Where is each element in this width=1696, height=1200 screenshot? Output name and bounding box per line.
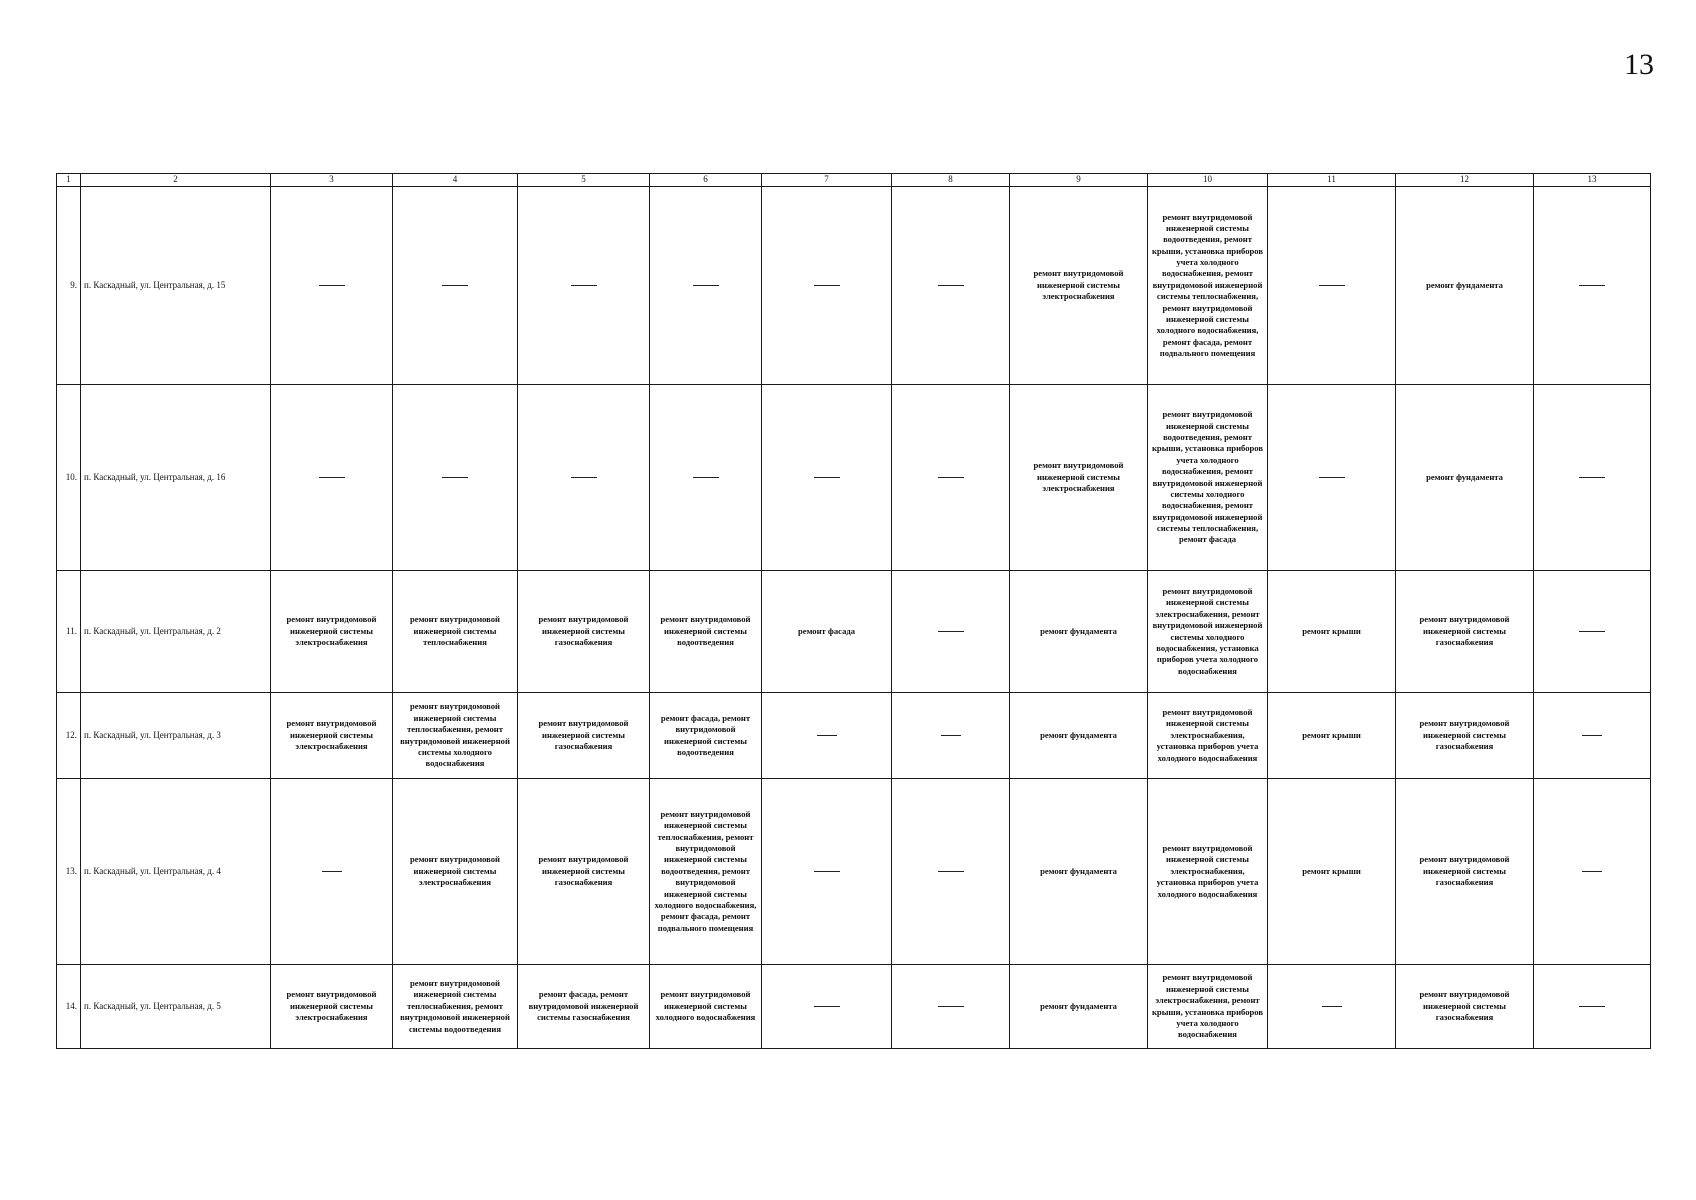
table-row: [57, 965, 1651, 1049]
dash-mark: [814, 285, 840, 286]
row-address: п. Каскадный, ул. Центральная, д. 15: [81, 187, 271, 385]
dash-mark: [1582, 735, 1602, 736]
table-cell: ремонт фасада: [762, 571, 892, 693]
row-address: п. Каскадный, ул. Центральная, д. 4: [81, 779, 271, 965]
table-row: [57, 693, 1651, 779]
dash-mark: [693, 285, 719, 286]
table-cell: ремонт крыши: [1268, 779, 1396, 965]
dash-mark: [571, 285, 597, 286]
table-cell: [1534, 693, 1651, 779]
dash-mark: [938, 871, 964, 872]
column-number: 11: [1268, 174, 1396, 187]
table-cell: ремонт фундамента: [1396, 187, 1534, 385]
dash-mark: [1579, 285, 1605, 286]
table-cell: ремонт внутридомовой инженерной системы водоотведения: [650, 571, 762, 693]
table-cell: ремонт внутридомовой инженерной системы газоснабжения: [1396, 693, 1534, 779]
table-cell: ремонт внутридомовой инженерной системы электроснабжения, ремонт крыши, установка приборов учета холодного водоснабжения: [1148, 965, 1268, 1049]
table-row: [57, 571, 1651, 693]
table-cell: [892, 385, 1010, 571]
column-number: 4: [393, 174, 518, 187]
dash-mark: [571, 477, 597, 478]
dash-mark: [1319, 477, 1345, 478]
dash-mark: [814, 871, 840, 872]
row-number: 12.: [57, 693, 81, 779]
table-cell: [1534, 187, 1651, 385]
table-cell: [518, 385, 650, 571]
row-address: п. Каскадный, ул. Центральная, д. 5: [81, 965, 271, 1049]
table-cell: [393, 385, 518, 571]
table-cell: ремонт внутридомовой инженерной системы электроснабжения, установка приборов учета холодного водоснабжения: [1148, 779, 1268, 965]
table-cell: ремонт крыши: [1268, 571, 1396, 693]
row-number: 9.: [57, 187, 81, 385]
column-number: 12: [1396, 174, 1534, 187]
table-cell: [892, 187, 1010, 385]
dash-mark: [1579, 1006, 1605, 1007]
table-cell: ремонт фундамента: [1010, 779, 1148, 965]
dash-mark: [442, 477, 468, 478]
table-cell: ремонт крыши: [1268, 693, 1396, 779]
table-cell: [1268, 385, 1396, 571]
table-cell: ремонт внутридомовой инженерной системы электроснабжения: [1010, 187, 1148, 385]
row-number: 10.: [57, 385, 81, 571]
column-number: 3: [271, 174, 393, 187]
table-cell: ремонт фундамента: [1010, 571, 1148, 693]
dash-mark: [1582, 871, 1602, 872]
dash-mark: [938, 477, 964, 478]
table-cell: [762, 385, 892, 571]
dash-mark: [1322, 1006, 1342, 1007]
table-cell: ремонт внутридомовой инженерной системы теплоснабжения, ремонт внутридомовой инженерной системы водоотведения, ремонт внутридомовой инженерной системы холодного водоснабжения, ремонт фасада, ремонт подвального помещения: [650, 779, 762, 965]
table-cell: ремонт внутридомовой инженерной системы газоснабжения: [518, 571, 650, 693]
column-number: 1: [57, 174, 81, 187]
column-number: 5: [518, 174, 650, 187]
dash-mark: [1579, 477, 1605, 478]
table-cell: ремонт внутридомовой инженерной системы водоотведения, ремонт крыши, установка приборов учета холодного водоснабжения, ремонт внутридомовой инженерной системы теплоснабжения, ремонт внутридомовой инженерной системы холодного водоснабжения, ремонт фасада, ремонт подвального помещения: [1148, 187, 1268, 385]
dash-mark: [817, 735, 837, 736]
column-number: 6: [650, 174, 762, 187]
table-cell: [892, 571, 1010, 693]
table-cell: ремонт внутридомовой инженерной системы электроснабжения, установка приборов учета холодного водоснабжения: [1148, 693, 1268, 779]
column-number: 2: [81, 174, 271, 187]
row-number: 11.: [57, 571, 81, 693]
table-cell: ремонт внутридомовой инженерной системы электроснабжения: [271, 965, 393, 1049]
column-number: 8: [892, 174, 1010, 187]
row-address: п. Каскадный, ул. Центральная, д. 2: [81, 571, 271, 693]
dash-mark: [322, 871, 342, 872]
page-number: 13: [1624, 48, 1654, 81]
row-address: п. Каскадный, ул. Центральная, д. 16: [81, 385, 271, 571]
table-cell: [650, 385, 762, 571]
table-cell: [1268, 965, 1396, 1049]
table-cell: [1534, 779, 1651, 965]
table-cell: ремонт фундамента: [1010, 965, 1148, 1049]
table-row: [57, 187, 1651, 385]
table-cell: ремонт внутридомовой инженерной системы электроснабжения: [1010, 385, 1148, 571]
row-number: 14.: [57, 965, 81, 1049]
table-cell: [1534, 571, 1651, 693]
table-cell: ремонт внутридомовой инженерной системы теплоснабжения, ремонт внутридомовой инженерной системы водоотведения: [393, 965, 518, 1049]
table-cell: ремонт внутридомовой инженерной системы электроснабжения, ремонт внутридомовой инженерной системы холодного водоснабжения, установка приборов учета холодного водоснабжения: [1148, 571, 1268, 693]
table-cell: [892, 965, 1010, 1049]
table-cell: [762, 779, 892, 965]
table-cell: ремонт внутридомовой инженерной системы газоснабжения: [1396, 965, 1534, 1049]
table-cell: ремонт внутридомовой инженерной системы водоотведения, ремонт крыши, установка приборов учета холодного водоснабжения, ремонт внутридомовой инженерной системы холодного водоснабжения, ремонт внутридомовой инженерной системы теплоснабжения, ремонт фасада: [1148, 385, 1268, 571]
dash-mark: [814, 1006, 840, 1007]
table-cell: ремонт внутридомовой инженерной системы холодного водоснабжения: [650, 965, 762, 1049]
table-cell: ремонт фасада, ремонт внутридомовой инженерной системы водоотведения: [650, 693, 762, 779]
table-cell: [892, 779, 1010, 965]
column-number: 9: [1010, 174, 1148, 187]
table-cell: [762, 693, 892, 779]
column-number: 13: [1534, 174, 1651, 187]
table-cell: [762, 187, 892, 385]
dash-mark: [938, 1006, 964, 1007]
table-cell: [762, 965, 892, 1049]
table-cell: ремонт фасада, ремонт внутридомовой инженерной системы газоснабжения: [518, 965, 650, 1049]
row-address: п. Каскадный, ул. Центральная, д. 3: [81, 693, 271, 779]
row-number: 13.: [57, 779, 81, 965]
table-row: [57, 779, 1651, 965]
column-number: 10: [1148, 174, 1268, 187]
table-cell: [1534, 385, 1651, 571]
dash-mark: [941, 735, 961, 736]
table-row: [57, 385, 1651, 571]
dash-mark: [938, 285, 964, 286]
column-number-row: [57, 174, 1651, 187]
table-cell: ремонт внутридомовой инженерной системы электроснабжения: [393, 779, 518, 965]
table-cell: ремонт фундамента: [1396, 385, 1534, 571]
column-number: 7: [762, 174, 892, 187]
table-cell: [1268, 187, 1396, 385]
dash-mark: [319, 477, 345, 478]
dash-mark: [1579, 631, 1605, 632]
dash-mark: [442, 285, 468, 286]
table-cell: ремонт внутридомовой инженерной системы электроснабжения: [271, 693, 393, 779]
dash-mark: [938, 631, 964, 632]
table-cell: ремонт внутридомовой инженерной системы газоснабжения: [1396, 779, 1534, 965]
table-cell: [1534, 965, 1651, 1049]
dash-mark: [319, 285, 345, 286]
dash-mark: [814, 477, 840, 478]
table-cell: [271, 187, 393, 385]
table-cell: ремонт внутридомовой инженерной системы теплоснабжения: [393, 571, 518, 693]
table-cell: ремонт внутридомовой инженерной системы газоснабжения: [518, 779, 650, 965]
table-cell: ремонт внутридомовой инженерной системы газоснабжения: [518, 693, 650, 779]
table-cell: [271, 779, 393, 965]
table-cell: ремонт внутридомовой инженерной системы электроснабжения: [271, 571, 393, 693]
table-cell: [393, 187, 518, 385]
dash-mark: [693, 477, 719, 478]
table-cell: [892, 693, 1010, 779]
table-cell: [271, 385, 393, 571]
table-cell: ремонт фундамента: [1010, 693, 1148, 779]
table-cell: ремонт внутридомовой инженерной системы газоснабжения: [1396, 571, 1534, 693]
dash-mark: [1319, 285, 1345, 286]
repair-plan-table: [56, 173, 1651, 1049]
table-cell: [650, 187, 762, 385]
table-cell: [518, 187, 650, 385]
table-cell: ремонт внутридомовой инженерной системы теплоснабжения, ремонт внутридомовой инженерной системы холодного водоснабжения: [393, 693, 518, 779]
